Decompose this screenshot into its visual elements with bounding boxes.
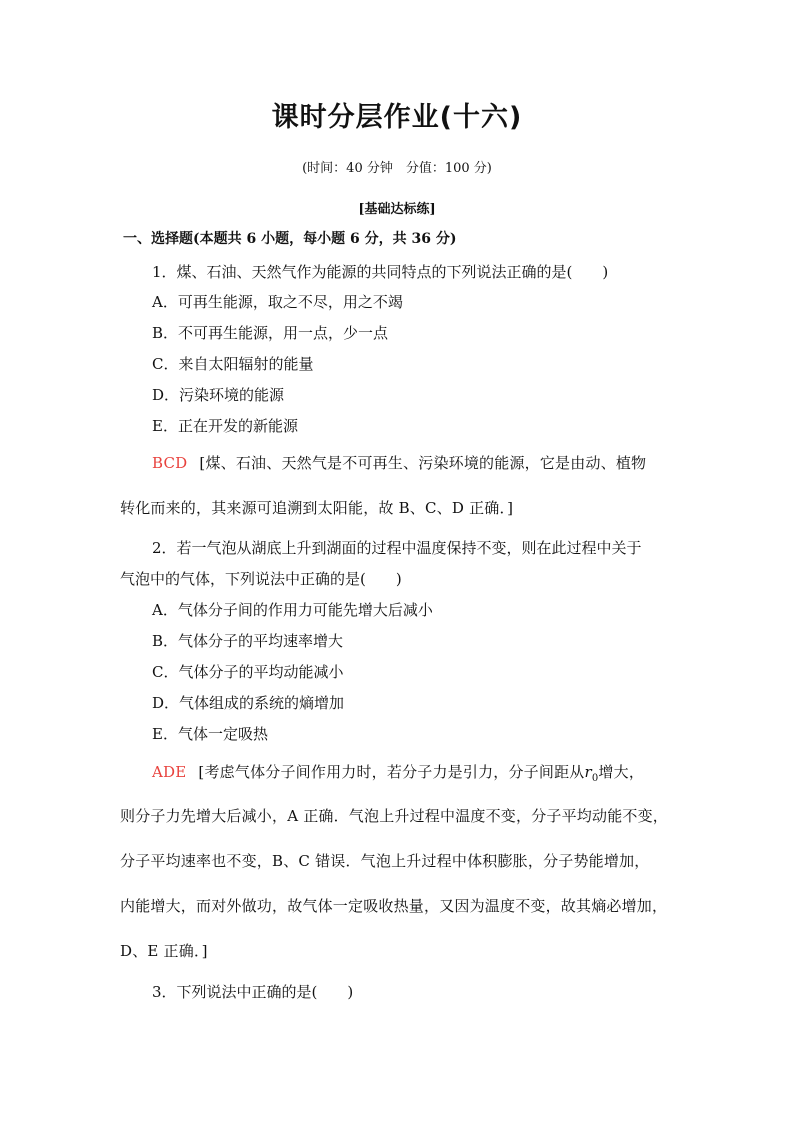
- question-2-stem-line-2: 气泡中的气体，下列说法中正确的是( ): [120, 570, 402, 588]
- section-label: [基础达标练]: [358, 202, 436, 217]
- question-2-stem-line-1: 2．若一气泡从湖底上升到湖面的过程中温度保持不变，则在此过程中关于: [152, 539, 642, 557]
- question-2-option-e: E．气体一定吸热: [152, 725, 268, 743]
- question-2-answer: ADE: [152, 763, 187, 781]
- question-1-option-b: B．不可再生能源，用一点，少一点: [152, 324, 389, 342]
- question-1-option-e: E．正在开发的新能源: [152, 417, 298, 435]
- question-2-explanation-line-4: 内能增大，而对外做功，故气体一定吸收热量，又因为温度不变，故其熵必增加，: [120, 897, 668, 915]
- question-2-explanation-text-pre: [考虑气体分子间作用力时，若分子力是引力，分子间距从: [198, 763, 585, 781]
- question-1-explanation-line-2: 转化而来的，其来源可追溯到太阳能，故 B、C、D 正确．]: [120, 499, 514, 517]
- question-1-explanation-text: [煤、石油、天然气是不可再生、污染环境的能源，它是由动、植物: [199, 454, 647, 472]
- part-heading: 一、选择题(本题共 6 小题，每小题 6 分，共 36 分): [123, 231, 457, 247]
- question-1-stem: 1．煤、石油、天然气作为能源的共同特点的下列说法正确的是( ): [152, 263, 609, 281]
- page-title: 课时分层作业(十六): [271, 102, 523, 133]
- question-2-option-b: B．气体分子的平均速率增大: [152, 632, 344, 650]
- r0-symbol: $r_0$: [584, 763, 599, 784]
- question-1-option-a: A．可再生能源，取之不尽，用之不竭: [152, 293, 403, 311]
- question-2-option-a: A．气体分子间的作用力可能先增大后减小: [152, 601, 433, 619]
- question-2-explanation-line-1: [152, 762, 644, 789]
- question-2-option-d: D．气体组成的系统的熵增加: [152, 694, 345, 712]
- question-2-explanation-line-5: D、E 正确．]: [120, 942, 208, 960]
- question-2-explanation-text-post: 增大，: [598, 763, 645, 781]
- question-2-option-c: C．气体分子的平均动能减小: [152, 663, 344, 681]
- question-1-answer: BCD: [152, 454, 188, 472]
- question-1-option-d: D．污染环境的能源: [152, 386, 285, 404]
- time-score-info: (时间：40 分钟 分值：100 分): [302, 161, 492, 176]
- question-1-explanation-line-1: [152, 453, 646, 473]
- question-1-option-c: C．来自太阳辐射的能量: [152, 355, 314, 373]
- question-2-explanation-line-3: 分子平均速率也不变，B、C 错误．气泡上升过程中体积膨胀，分子势能增加，: [120, 852, 650, 870]
- question-2-explanation-line-2: 则分子力先增大后减小，A 正确．气泡上升过程中温度不变，分子平均动能不变，: [120, 807, 669, 825]
- question-3-stem: 3．下列说法中正确的是( ): [152, 983, 354, 1001]
